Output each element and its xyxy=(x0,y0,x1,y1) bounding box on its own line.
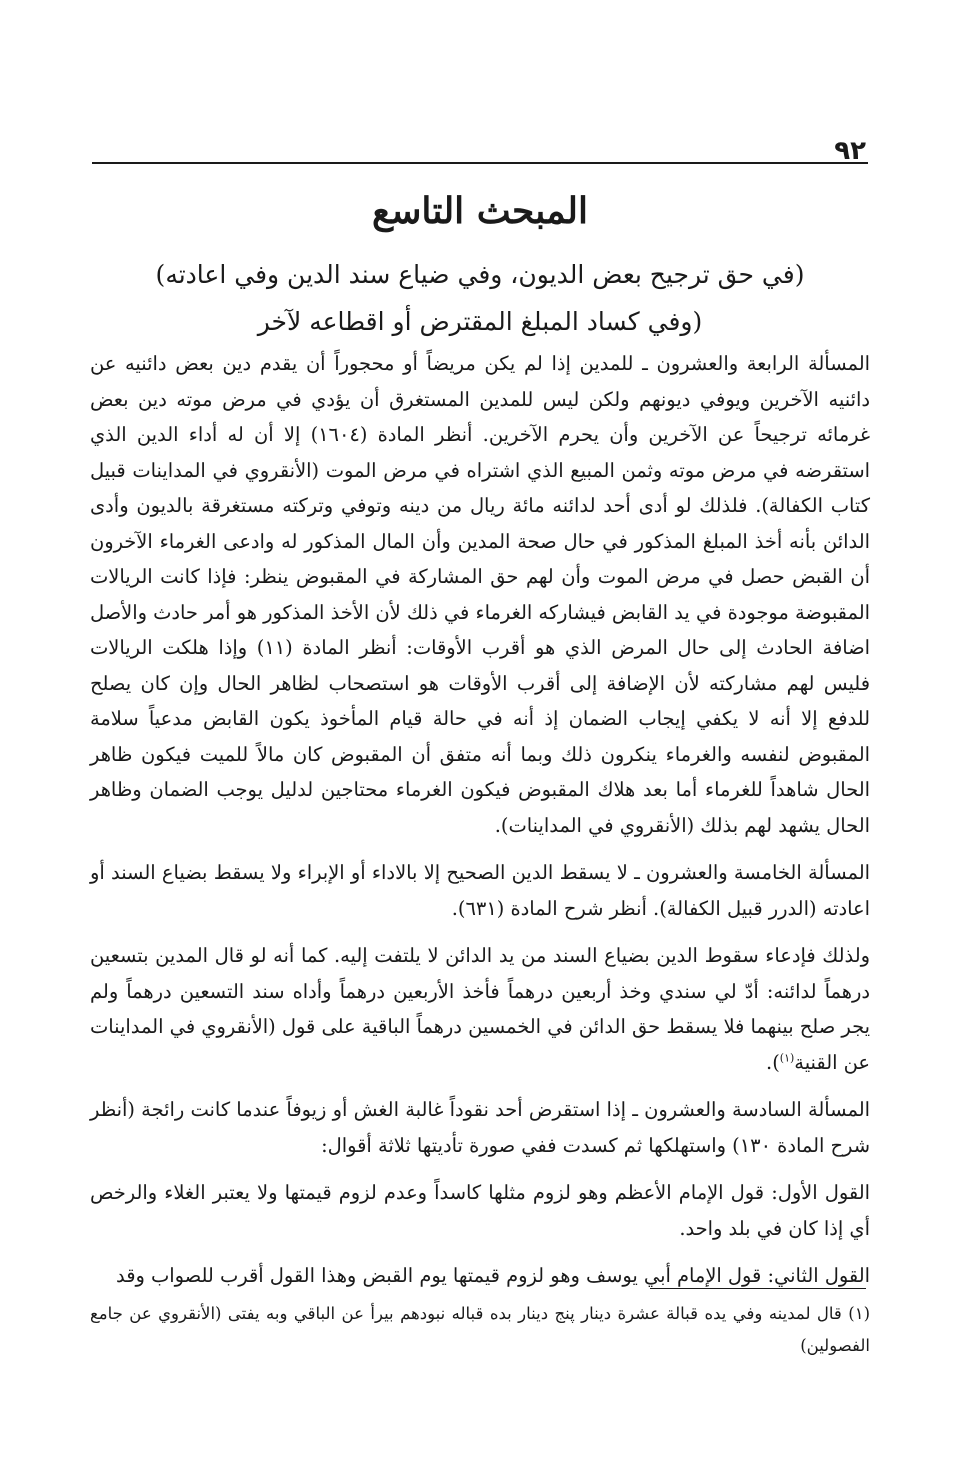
paragraph-issue-26: المسألة السادسة والعشرون ـ إذا استقرض أحد نقوداً غالبة الغش أو زيوفاً عندما كانت رائجة (أنظر شرح المادة ١٣٠) واستهلكها ثم كسدت ففي صورة تأديتها ثلاثة أقوال: xyxy=(90,1098,870,1157)
header-rule xyxy=(92,162,868,164)
paragraph-issue-25: المسألة الخامسة والعشرون ـ لا يسقط الدين الصحيح إلا بالاداء أو الإبراء ولا يسقط بضياع السند أو اعادته (الدرر قبيل الكفالة). أنظر شرح المادة (٦٣١). xyxy=(90,861,870,920)
page-number: ٩٢ xyxy=(834,136,866,166)
paragraph-lost-bond-tail: ). xyxy=(766,1050,780,1074)
footnote-marker: (١) xyxy=(779,1051,795,1065)
headings xyxy=(92,188,868,346)
footnote-rule xyxy=(650,1288,866,1289)
chapter-subtitle-line-2: وفي كساد المبلغ المقترض أو اقطاعه لآخر) xyxy=(257,307,703,337)
paragraph-second-opinion: القول الثاني: قول الإمام أبي يوسف وهو لزوم قيمتها يوم القبض وهذا القول أقرب للصواب وقد xyxy=(116,1264,870,1287)
paragraph-issue-24: المسألة الرابعة والعشرون ـ للمدين إذا لم يكن مريضاً أو محجوراً أن يقدم دين بعض دائنيه عن دائنيه الآخرين ويوفي ديونهم ولكن ليس للمدين المستغرق أن يؤدي في مرض موته دين بعض غرمائه ترجيحاً عن الآخرين وأن يحرم الآخرين. أنظر المادة (١٦٠٤) إلا أن له أداء الدين الذي استقرضه في مرض موته وثمن المبيع الذي اشتراه في مرض الموت (الأنقروي في المداينات قبيل كتاب الكفالة). فلذلك لو أدى أحد لدائنه مائة ريال من دينه وتوفي وتركته مستغرقة بالديون وأدى الدائن بأنه أخذ المبلغ المذكور في حال صحة المدين وأن المال المذكور له وادعى الغرماء الآخرون أن القبض حصل في مرض الموت وأن لهم حق المشاركة في المقبوض ينظر: فإذا كانت الريالات المقبوضة موجودة في يد القابض فيشاركه الغرماء في ذلك لأن الأخذ المذكور هو أمر حادث والأصل اضافة الحادث إلى حال المرض الذي هو أقرب الأوقات: أنظر المادة (١١) وإذا هلكت الريالات فليس لهم مشاركته لأن الإضافة إلى أقرب الأوقات هو استصحاب لظاهر الحال وإن كان يصلح للدفع إلا أنه لا يكفي إيجاب الضمان إذ أنه في حالة قيام المأخوذ يكون القابض مدعياً سلامة المقبوض لنفسه والغرماء ينكرون ذلك وبما أنه متفق أن المقبوض كان مالاً للميت فيكون ظاهر الحال شاهداً للغرماء أما بعد هلاك المقبوض فيكون الغرماء محتاجين لدليل يوجب الضمان وظاهر الحال يشهد لهم بذلك (الأنقروي في المداينات). xyxy=(90,352,871,837)
paragraph-lost-bond xyxy=(90,938,870,1080)
paragraph-first-opinion: القول الأول: قول الإمام الأعظم وهو لزوم مثلها كاسداً وعدم لزوم قيمتها ولا يعتبر الغلاء والرخص أي إذا كان في بلد واحد. xyxy=(90,1181,870,1240)
chapter-title: المبحث التاسع xyxy=(372,190,588,232)
footnote: (١) قال لمدينه وفي يده قبالة عشرة دينار پنج دينار بده قباله نبودهم بيرأ عن الباقي وبه يفتى (الأنقروي عن جامع الفصولين) xyxy=(90,1304,870,1355)
body-text xyxy=(90,346,870,1306)
paragraph-lost-bond-text: ولذلك فإدعاء سقوط الدين بضياع السند من يد الدائن لا يلتفت إليه. كما أنه لو قال المدين بتسعين درهماً لدائنه: أدّ لي سندي وخذ أربعين درهماً فأخذ الأربعين درهماً وأداه سند التسعين درهماً ولم يجر صلح بينهما فلا يسقط حق الدائن في الخمسين درهماً الباقية على قول (الأنقروي في المداينات عن القنية xyxy=(90,944,870,1074)
chapter-subtitle-line-1: (في حق ترجيح بعض الديون، وفي ضياع سند الدين وفي اعادته) xyxy=(155,259,805,289)
